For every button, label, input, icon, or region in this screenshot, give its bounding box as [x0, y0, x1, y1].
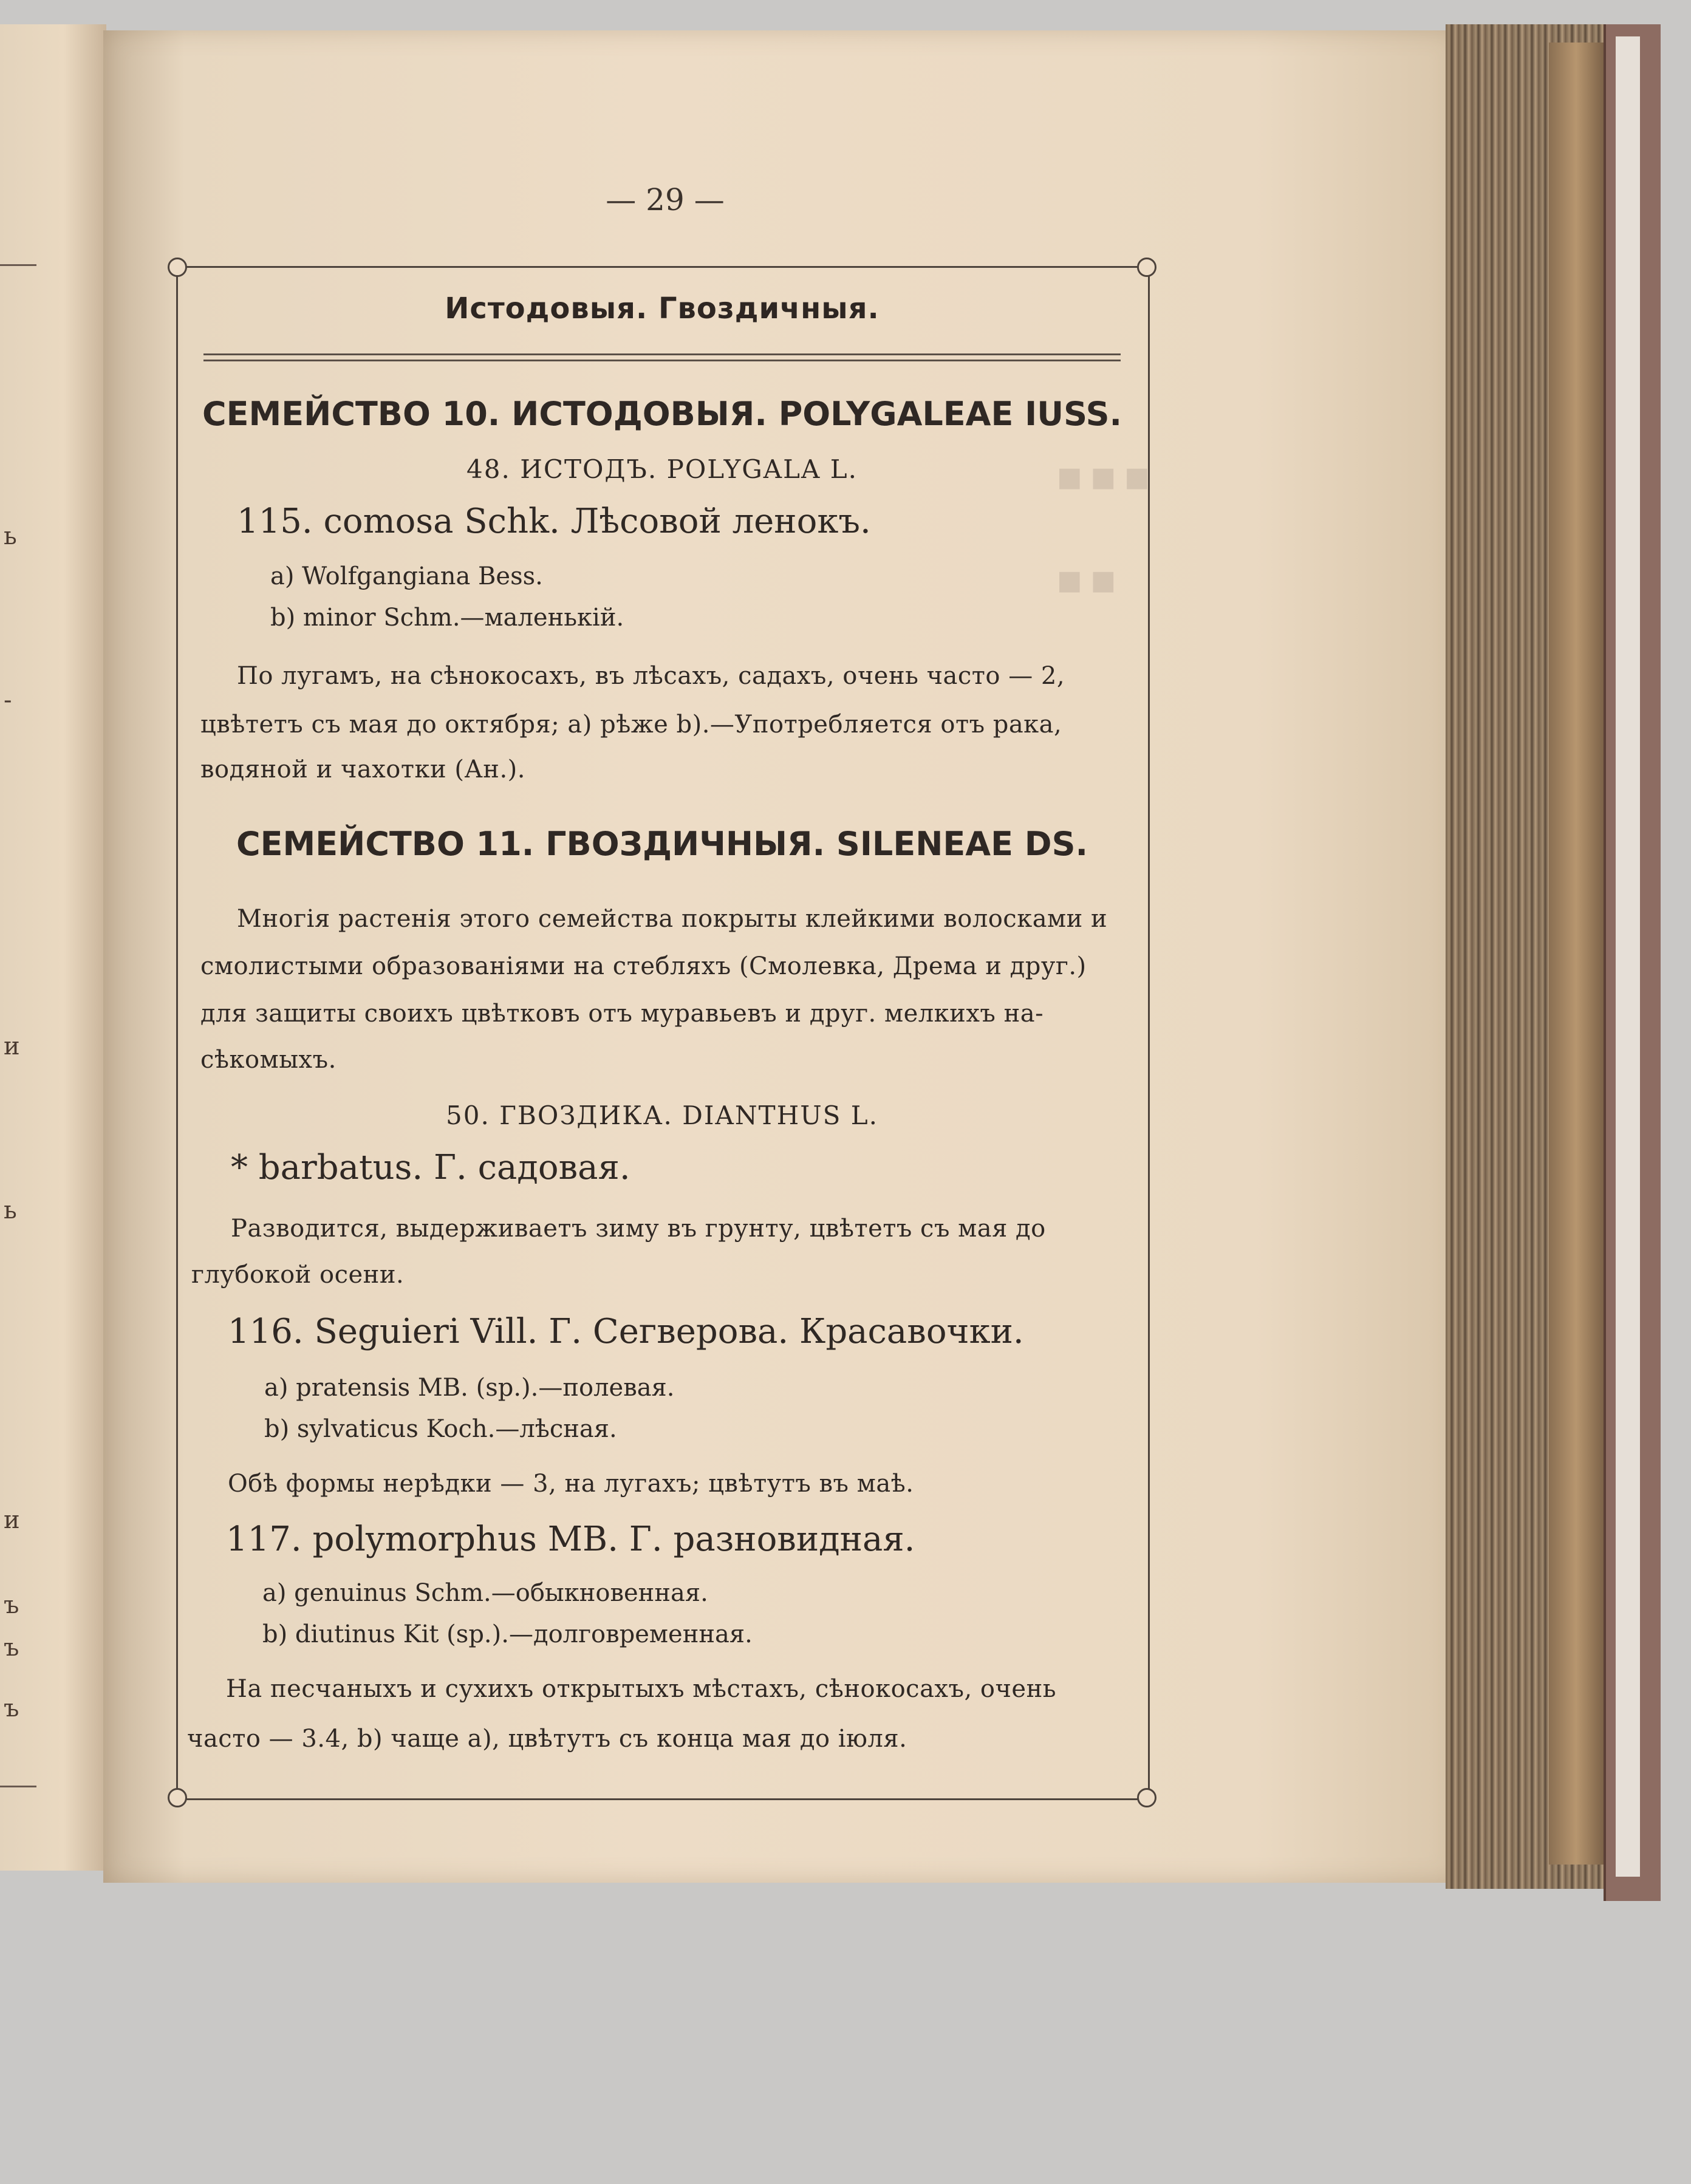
left-page-fragment: и	[4, 1506, 20, 1534]
family-11-intro-line: Многія растенія этого семейства покрыты клейкими волосками и	[237, 905, 1108, 933]
left-page-fragment: -	[4, 686, 12, 714]
left-page-fragment: ъ	[4, 1694, 19, 1722]
species-115: 115. comosa Schk. Лѣсовой ленокъ.	[237, 502, 871, 541]
species-117: 117. polymorphus MB. Г. разновидная.	[226, 1520, 915, 1559]
left-page-fragment: ъ	[4, 1634, 19, 1662]
page-number: — 29 —	[606, 182, 725, 217]
frame-corner-ornament	[168, 258, 187, 277]
frame-corner-ornament	[168, 1788, 187, 1807]
family-11-heading: СЕМЕЙСТВО 11. ГВОЗДИЧНЫЯ. SILENEAE DS.	[236, 825, 1088, 863]
bleed-through-text: ■ ■	[1057, 565, 1116, 596]
left-page-rule	[0, 264, 36, 266]
left-page-fragment: ъ	[4, 1591, 19, 1619]
species-115-description-line: цвѣтетъ съ мая до октября; a) рѣже b).—Употребляется отъ рака,	[200, 711, 1062, 739]
cover-inner-paper	[1616, 36, 1640, 1877]
family-11-intro-line: сѣкомыхъ.	[200, 1046, 336, 1074]
species-115-form-a: a) Wolfgangiana Bess.	[270, 562, 543, 590]
family-11-intro-line: смолистыми образованіями на стебляхъ (Смолевка, Дрема и друг.)	[200, 952, 1087, 980]
species-116-form-a: a) pratensis MB. (sp.).—полевая.	[264, 1374, 675, 1402]
left-page-fragment: ь	[4, 522, 17, 550]
species-116-description: Обѣ формы нерѣдки — 3, на лугахъ; цвѣтутъ въ маѣ.	[228, 1470, 914, 1498]
barbatus-description-line: Разводится, выдерживаетъ зиму въ грунту, цвѣтетъ съ мая до	[231, 1215, 1046, 1243]
species-117-description-line: часто — 3.4, b) чаще a), цвѣтутъ съ конца мая до іюля.	[187, 1725, 907, 1753]
ornamental-frame	[176, 266, 1150, 1800]
family-11-intro-line: для защиты своихъ цвѣтковъ отъ муравьевъ и друг. мелкихъ на-	[200, 1000, 1044, 1028]
species-117-form-a: a) genuinus Schm.—обыкновенная.	[262, 1579, 708, 1607]
species-115-form-b: b) minor Schm.—маленькій.	[270, 604, 624, 632]
running-header: Истодовыя. Гвоздичныя.	[445, 292, 880, 326]
species-116: 116. Seguieri Vill. Г. Сегверова. Красавочки.	[228, 1312, 1024, 1351]
left-page-fragment: и	[4, 1032, 20, 1060]
header-rule	[203, 360, 1121, 361]
left-page-fragment: ь	[4, 1196, 17, 1224]
family-10-heading: СЕМЕЙСТВО 10. ИСТОДОВЫЯ. POLYGALEAE IUSS.	[202, 395, 1122, 433]
barbatus-description-line: глубокой осени.	[191, 1261, 405, 1289]
frame-corner-ornament	[1137, 258, 1156, 277]
bleed-through-text: ■ ■ ■	[1057, 462, 1150, 493]
genus-48-heading: 48. ИСТОДЪ. POLYGALA L.	[466, 454, 858, 484]
species-115-description-line: водяной и чахотки (Ан.).	[200, 756, 525, 783]
species-116-form-b: b) sylvaticus Koch.—лѣсная.	[264, 1415, 617, 1443]
species-115-description-line: По лугамъ, на сѣнокосахъ, въ лѣсахъ, садахъ, очень часто — 2,	[237, 662, 1065, 690]
left-page-rule	[0, 1786, 36, 1787]
page-stack-edges	[1446, 24, 1607, 1889]
species-117-description-line: На песчаныхъ и сухихъ открытыхъ мѣстахъ, сѣнокосахъ, очень	[226, 1675, 1057, 1703]
frame-corner-ornament	[1137, 1788, 1156, 1807]
left-page-edge	[0, 24, 106, 1871]
genus-50-heading: 50. ГВОЗДИКА. DIANTHUS L.	[446, 1101, 878, 1130]
species-117-form-b: b) diutinus Kit (sp.).—долговременная.	[262, 1620, 753, 1648]
header-rule	[203, 353, 1121, 355]
species-barbatus: * barbatus. Г. садовая.	[231, 1148, 630, 1187]
